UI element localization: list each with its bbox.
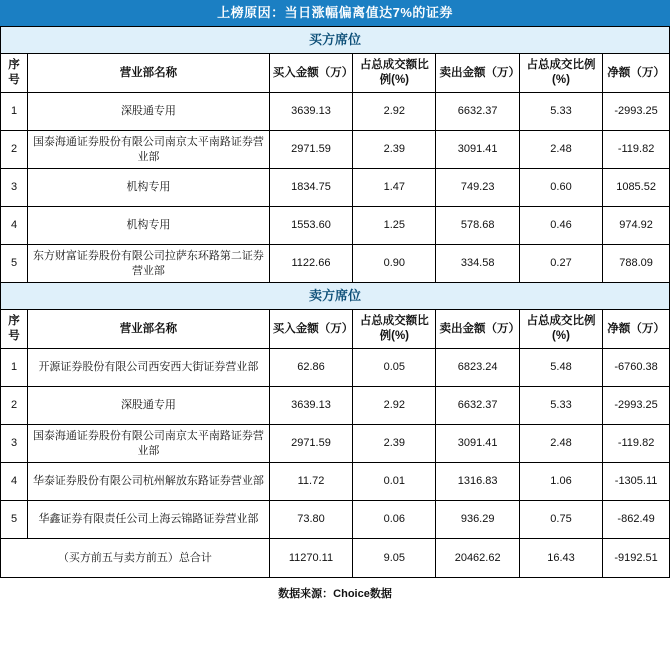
cell-buy-pct: 0.90: [353, 245, 436, 283]
cell-sell-pct: 0.60: [519, 169, 602, 207]
cell-net: -862.49: [603, 501, 670, 539]
cell-sell: 6632.37: [436, 93, 519, 131]
col-buy-pct: 占总成交额比例(%): [353, 310, 436, 349]
total-sell-pct: 16.43: [519, 539, 602, 578]
cell-sell-pct: 2.48: [519, 131, 602, 169]
cell-index: 1: [1, 93, 28, 131]
cell-sell-pct: 0.75: [519, 501, 602, 539]
col-sell-pct: 占总成交比例(%): [519, 54, 602, 93]
col-buy: 买入金额（万）: [269, 54, 352, 93]
cell-name: 深股通专用: [28, 387, 270, 425]
cell-name: 国泰海通证券股份有限公司南京太平南路证券营业部: [28, 425, 270, 463]
cell-sell-pct: 1.06: [519, 463, 602, 501]
cell-buy: 62.86: [269, 349, 352, 387]
cell-sell: 334.58: [436, 245, 519, 283]
col-sell-pct: 占总成交比例(%): [519, 310, 602, 349]
cell-buy: 2971.59: [269, 131, 352, 169]
cell-net: 1085.52: [603, 169, 670, 207]
total-buy-pct: 9.05: [353, 539, 436, 578]
data-source-note: 数据来源：Choice数据: [278, 588, 392, 600]
cell-index: 3: [1, 425, 28, 463]
cell-sell: 3091.41: [436, 425, 519, 463]
cell-buy: 73.80: [269, 501, 352, 539]
cell-name: 开源证券股份有限公司西安西大街证券营业部: [28, 349, 270, 387]
cell-net: 974.92: [603, 207, 670, 245]
total-net: -9192.51: [603, 539, 670, 578]
cell-index: 4: [1, 463, 28, 501]
table-row: [1, 93, 670, 131]
table-row: [1, 245, 670, 283]
cell-sell: 1316.83: [436, 463, 519, 501]
cell-name: 东方财富证券股份有限公司拉萨东环路第二证券营业部: [28, 245, 270, 283]
data-table: [0, 26, 670, 578]
cell-net: -6760.38: [603, 349, 670, 387]
cell-net: -2993.25: [603, 387, 670, 425]
col-buy: 买入金额（万）: [269, 310, 352, 349]
table-row: [1, 169, 670, 207]
cell-sell: 936.29: [436, 501, 519, 539]
cell-buy-pct: 1.25: [353, 207, 436, 245]
cell-index: 2: [1, 387, 28, 425]
col-name: 营业部名称: [28, 310, 270, 349]
cell-net: -1305.11: [603, 463, 670, 501]
cell-sell: 6823.24: [436, 349, 519, 387]
cell-sell: 3091.41: [436, 131, 519, 169]
total-buy: 11270.11: [269, 539, 352, 578]
col-net: 净额（万）: [603, 54, 670, 93]
cell-net: -119.82: [603, 131, 670, 169]
col-index: 序号: [1, 310, 28, 349]
cell-buy: 3639.13: [269, 387, 352, 425]
section-heading-buy-label: 买方席位: [1, 27, 670, 54]
col-buy-pct: 占总成交额比例(%): [353, 54, 436, 93]
cell-buy: 11.72: [269, 463, 352, 501]
column-header-row-sell: [1, 310, 670, 349]
table-row: [1, 207, 670, 245]
cell-sell-pct: 0.27: [519, 245, 602, 283]
cell-sell: 749.23: [436, 169, 519, 207]
total-label: （买方前五与卖方前五）总合计: [1, 539, 270, 578]
section-heading-buy: [1, 27, 670, 54]
cell-sell-pct: 5.33: [519, 387, 602, 425]
table-row: [1, 387, 670, 425]
cell-index: 5: [1, 501, 28, 539]
cell-buy: 2971.59: [269, 425, 352, 463]
page-title: 上榜原因：当日涨幅偏离值达7%的证券: [0, 0, 670, 26]
col-sell: 卖出金额（万）: [436, 310, 519, 349]
col-index: 序号: [1, 54, 28, 93]
cell-name: 机构专用: [28, 207, 270, 245]
column-header-row-buy: [1, 54, 670, 93]
table-row: [1, 425, 670, 463]
cell-buy: 3639.13: [269, 93, 352, 131]
cell-buy: 1122.66: [269, 245, 352, 283]
cell-buy-pct: 0.01: [353, 463, 436, 501]
cell-sell-pct: 0.46: [519, 207, 602, 245]
cell-name: 国泰海通证券股份有限公司南京太平南路证券营业部: [28, 131, 270, 169]
col-sell: 卖出金额（万）: [436, 54, 519, 93]
cell-index: 4: [1, 207, 28, 245]
cell-index: 2: [1, 131, 28, 169]
col-net: 净额（万）: [603, 310, 670, 349]
cell-buy-pct: 0.05: [353, 349, 436, 387]
section-heading-sell-label: 卖方席位: [1, 283, 670, 310]
col-name: 营业部名称: [28, 54, 270, 93]
cell-buy: 1834.75: [269, 169, 352, 207]
cell-buy: 1553.60: [269, 207, 352, 245]
cell-net: -2993.25: [603, 93, 670, 131]
cell-buy-pct: 0.06: [353, 501, 436, 539]
cell-buy-pct: 2.92: [353, 387, 436, 425]
section-heading-sell: [1, 283, 670, 310]
cell-sell-pct: 2.48: [519, 425, 602, 463]
cell-index: 1: [1, 349, 28, 387]
table-row: [1, 131, 670, 169]
cell-buy-pct: 2.39: [353, 425, 436, 463]
cell-buy-pct: 2.92: [353, 93, 436, 131]
cell-buy-pct: 2.39: [353, 131, 436, 169]
cell-index: 5: [1, 245, 28, 283]
cell-net: 788.09: [603, 245, 670, 283]
cell-sell-pct: 5.48: [519, 349, 602, 387]
total-row: [1, 539, 670, 578]
cell-name: 华泰证券股份有限公司杭州解放东路证券营业部: [28, 463, 270, 501]
table-row: [1, 501, 670, 539]
table-row: [1, 349, 670, 387]
cell-index: 3: [1, 169, 28, 207]
table-row: [1, 463, 670, 501]
cell-name: 机构专用: [28, 169, 270, 207]
cell-sell-pct: 5.33: [519, 93, 602, 131]
cell-sell: 6632.37: [436, 387, 519, 425]
cell-name: 华鑫证券有限责任公司上海云锦路证券营业部: [28, 501, 270, 539]
cell-name: 深股通专用: [28, 93, 270, 131]
cell-net: -119.82: [603, 425, 670, 463]
cell-buy-pct: 1.47: [353, 169, 436, 207]
cell-sell: 578.68: [436, 207, 519, 245]
total-sell: 20462.62: [436, 539, 519, 578]
